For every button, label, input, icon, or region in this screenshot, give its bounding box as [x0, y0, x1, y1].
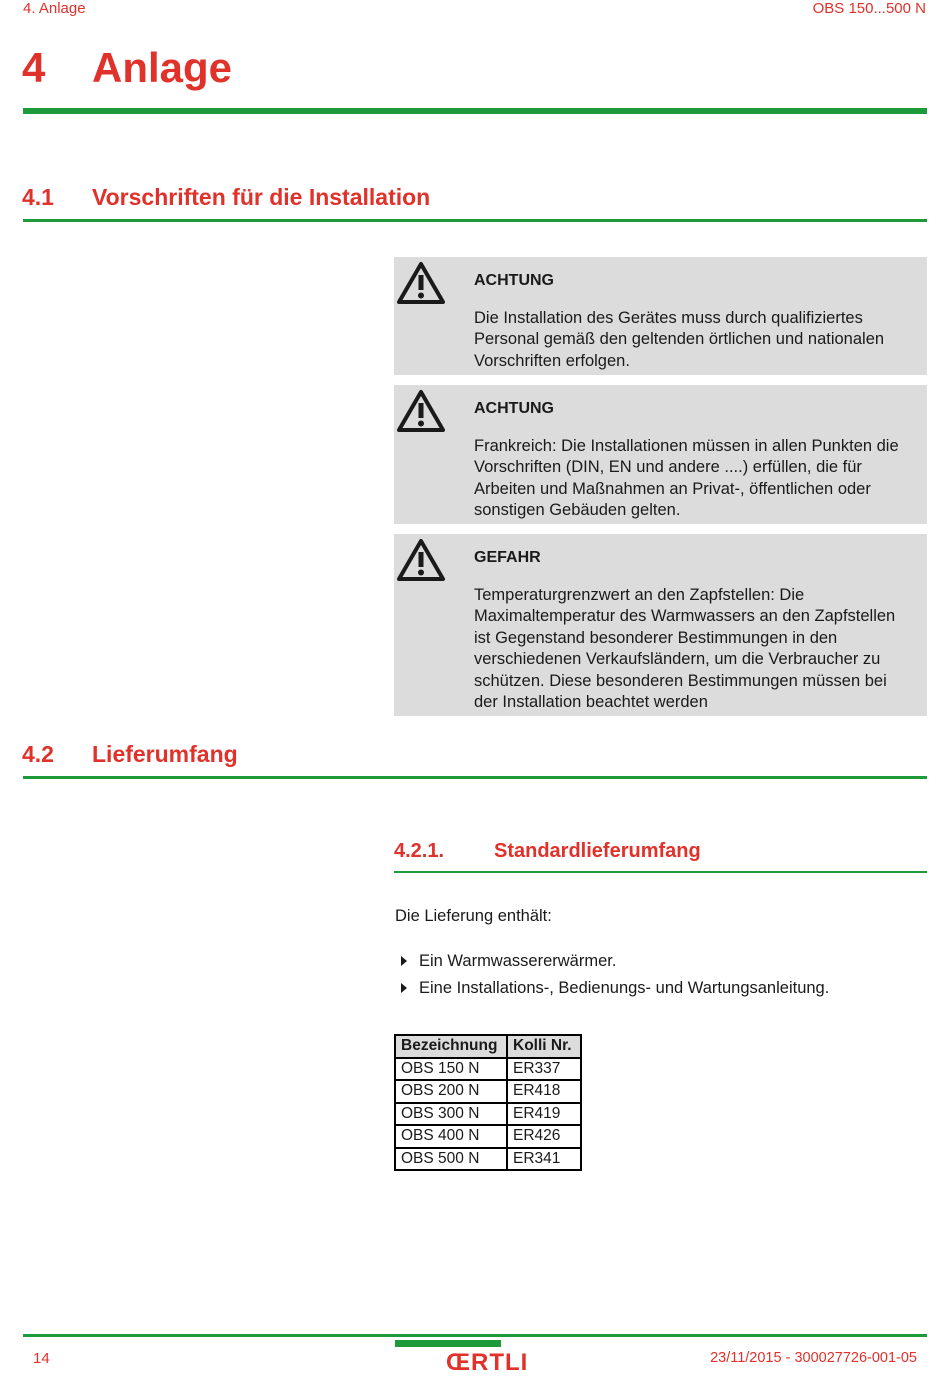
section-heading-4-1 [22, 184, 430, 211]
chapter-heading [22, 44, 232, 92]
bullet-arrow-icon [401, 983, 407, 993]
table-row [395, 1058, 581, 1081]
table-header-row [395, 1035, 581, 1058]
note-line: der Installation beachtet werden [474, 693, 708, 712]
list-item-text: Ein Warmwassererwärmer. [419, 952, 617, 970]
list-item-text: Eine Installations-, Bedienungs- und Wartungsanleitung. [419, 979, 830, 997]
table-cell: OBS 300 N [395, 1103, 507, 1126]
note-line: Die Installation des Gerätes muss durch qualifiziertes [474, 309, 863, 327]
document-reference: 23/11/2015 - 300027726-001-05 [710, 1350, 917, 1366]
warning-note [394, 385, 927, 524]
chapter-rule [23, 108, 927, 114]
warning-note [394, 257, 927, 375]
list-item [398, 951, 829, 978]
table-row [395, 1125, 581, 1148]
bullet-arrow-icon [401, 956, 407, 966]
note-line: Temperaturgrenzwert an den Zapfstellen: Die [474, 586, 805, 604]
section-number: 4.2 [22, 741, 54, 767]
footer-logo-bar [395, 1340, 501, 1347]
table-cell: OBS 200 N [395, 1080, 507, 1103]
table-row [395, 1103, 581, 1126]
section-rule [23, 219, 927, 222]
note-text [474, 308, 924, 372]
brand-logo: ŒRTLI [446, 1349, 529, 1376]
note-text [474, 585, 924, 713]
subsection-number: 4.2.1. [394, 840, 445, 862]
note-title: ACHTUNG [474, 400, 554, 417]
warning-triangle-icon [396, 261, 446, 305]
note-line: Vorschriften (DIN, EN und andere ....) erfüllen, die für [474, 458, 862, 477]
section-rule [23, 776, 927, 779]
delivery-table [394, 1034, 582, 1171]
note-line: Vorschriften erfolgen. [474, 351, 630, 370]
table-cell: ER426 [507, 1125, 581, 1148]
note-line: Maximaltemperatur des Warmwassers an den Zapfstellen [474, 607, 896, 626]
subsection-rule [394, 871, 927, 873]
table-cell: ER418 [507, 1080, 581, 1103]
section-number: 4.1 [22, 184, 54, 210]
running-header-product: OBS 150...500 N [812, 0, 926, 17]
chapter-title: Anlage [92, 44, 233, 91]
delivery-intro: Die Lieferung enthält: [395, 907, 552, 925]
subsection-heading-4-2-1 [394, 840, 701, 863]
note-line: sonstigen Gebäuden gelten. [474, 501, 681, 520]
section-title: Vorschriften für die Installation [92, 184, 431, 210]
table-cell: ER419 [507, 1103, 581, 1126]
note-line: Personal gemäß den geltenden örtlichen und nationalen [474, 330, 885, 349]
subsection-title: Standardlieferumfang [494, 840, 701, 862]
danger-note [394, 534, 927, 716]
section-title: Lieferumfang [92, 741, 238, 767]
warning-triangle-icon [396, 538, 446, 582]
note-text [474, 436, 926, 522]
warning-triangle-icon [396, 389, 446, 433]
note-title: GEFAHR [474, 549, 541, 566]
table-row [395, 1080, 581, 1103]
note-line: ist Gegenstand besonderer Bestimmungen in den [474, 628, 838, 647]
chapter-number: 4 [22, 44, 46, 91]
table-cell: OBS 150 N [395, 1058, 507, 1081]
note-title: ACHTUNG [474, 272, 554, 289]
running-header-chapter: 4. Anlage [23, 0, 86, 17]
table-header-cell: Kolli Nr. [507, 1035, 581, 1058]
table-cell: ER341 [507, 1148, 581, 1171]
list-item [398, 978, 829, 1005]
table-cell: OBS 500 N [395, 1148, 507, 1171]
note-line: Frankreich: Die Installationen müssen in allen Punkten die [474, 437, 899, 455]
table-row [395, 1148, 581, 1171]
table-cell: OBS 400 N [395, 1125, 507, 1148]
delivery-list [398, 951, 829, 1005]
page-number: 14 [33, 1350, 50, 1367]
note-line: verschiedenen Verkaufsländern, um die Verbraucher zu [474, 650, 881, 669]
table-cell: ER337 [507, 1058, 581, 1081]
note-line: schützen. Diese besonderen Bestimmungen müssen bei [474, 671, 887, 690]
table-header-cell: Bezeichnung [395, 1035, 507, 1058]
note-line: Arbeiten und Maßnahmen an Privat-, öffentlichen oder [474, 479, 871, 498]
section-heading-4-2 [22, 741, 238, 768]
footer-rule [23, 1334, 927, 1337]
